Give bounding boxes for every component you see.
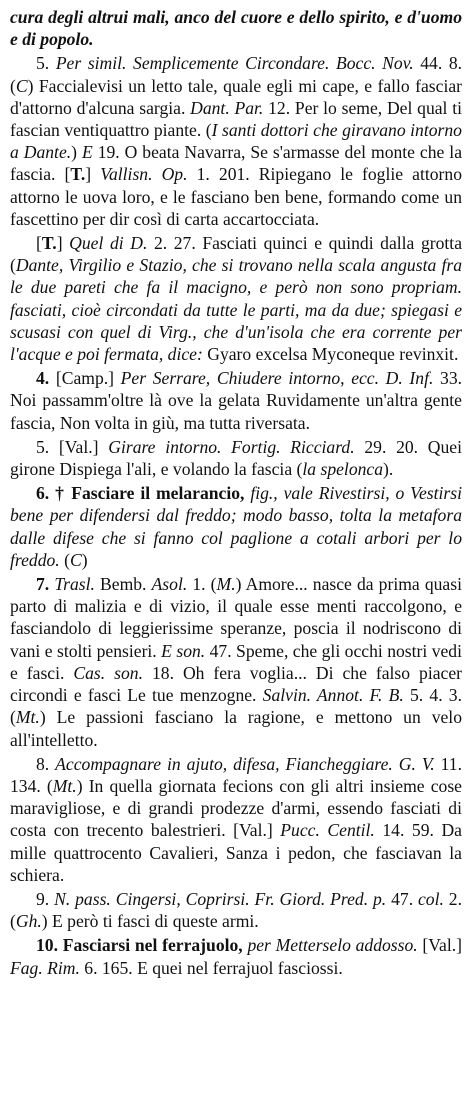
entry-text-segment: 6. † Fasciare il melarancio, (36, 483, 251, 504)
entry-text-segment: Mt. (52, 775, 77, 796)
entry-text-segment: Bemb. (94, 574, 152, 595)
entry-text-segment: 19. O beata Navarra, Se s'armasse del monte che la fascia. [ (10, 142, 463, 185)
entry-text-segment: 10. Fasciarsi nel ferrajuolo, (36, 935, 248, 956)
entry-text-segment: Trasl. (54, 574, 95, 595)
entry-text-segment: [ (36, 233, 42, 254)
entry-text-segment: ) In quella giornata fecions con gli altri insieme cose maravigliose, e di grandi prodezze d'armi, essendo fasciati di costa con trecento balestrieri. [Val.] (10, 775, 462, 841)
entry-text-segment: Quel di D. (69, 233, 148, 254)
entry-text-segment: 12. Per lo seme, Del qual ti fascian ventiquattro piante. ( (10, 97, 462, 141)
entry-text-segment: Per Serrare, Chiudere intorno, ecc. D. Inf. (120, 368, 434, 389)
entry-text-segment: fig., vale Rivestirsi, o Vestirsi bene per difendersi dal freddo; modo basso, tolta la metafora dalle difese che si fanno col paglione a cotali arbori per lo freddo. (10, 483, 462, 570)
entry-text-segment: Fag. Rim. (10, 957, 80, 978)
entry-text-segment: ) Amore... nasce da prima quasi parto di malizia e di vizio, il quale esse menti raccolgono, e fasciandolo di leggierissime speranze, poscia il nodriscono di vani e stolti pensieri. (10, 574, 462, 661)
entry-text-segment: ) Le passioni fasciano la ragione, e mettono un velo all'intelletto. (10, 707, 462, 750)
entry-text-segment: ] (85, 164, 101, 185)
entry-text-segment: 44. 8. ( (10, 53, 463, 96)
entry-text-segment: 6. 165. E quei nel ferrajuol fasciossi. (79, 957, 343, 978)
entry-text-segment: N. pass. Cingersi, Coprirsi. Fr. Giord. Pred. p. (54, 888, 387, 909)
dictionary-entry (10, 888, 462, 932)
entry-text-segment: Cas. son. (73, 662, 143, 683)
entry-text-segment: [Camp.] (55, 368, 121, 389)
entry-text-segment: 18. Oh fera voglia... Di che falso piacer circondi e fasci Le tue menzogne. (10, 662, 463, 706)
entry-text-segment: Dant. Par. (190, 97, 264, 118)
entry-text-segment: per Metterselo addosso. (247, 935, 418, 956)
entry-text-segment: Pucc. Centil. (280, 820, 375, 841)
entry-text-segment: 47. Speme, che gli occhi nostri vedi e fasci. (10, 640, 462, 683)
entry-text-segment: 2. 27. Fasciati quinci e quindi dalla grotta ( (10, 233, 462, 276)
entry-text-segment: 2. ( (10, 888, 462, 932)
entry-text-segment: ] (56, 233, 70, 254)
entry-text-segment: ) (81, 549, 88, 570)
dictionary-entry (10, 482, 462, 571)
entry-text-segment: T. (70, 164, 86, 185)
entry-text-segment: 33. Noi passamm'oltre là ove la gelata Ruvidamente un'altra gente fascia, Non volta in giù, ma tutta riversata. (10, 368, 463, 433)
entry-text-segment: 11. 134. ( (10, 753, 462, 796)
entry-text-segment: Gyaro excelsa Myconeque revinxit. (202, 344, 459, 365)
dictionary-entry (10, 6, 462, 50)
entry-text-segment: Girare intorno. Fortig. Ricciard. (108, 436, 355, 457)
dictionary-entry (10, 367, 462, 434)
entry-text-segment: Dante, Virgilio e Stazio, che si trovano nella scala angusta fra le due pareti che fa il macigno, e però non sono propriam. fasciati, cioè circondati da tutte le parti, ma da due; spiegasi e scusasi con quel di Virg., che d'un'isola che era corrente per l'acque e poi fermata, dice: (10, 255, 462, 365)
dictionary-entry (10, 753, 462, 886)
entry-text-segment: ( (59, 549, 70, 570)
dictionary-entry (10, 52, 462, 230)
entry-text-segment: M. (216, 574, 236, 595)
entry-text-segment: 7. (36, 574, 55, 595)
entry-text-segment: ) (71, 142, 82, 163)
entry-text-segment: 5. [Val.] (36, 436, 109, 457)
dictionary-entry (10, 436, 462, 480)
entry-text-segment: ) E però ti fasci di queste armi. (41, 911, 259, 932)
entry-text-segment: E (81, 142, 93, 163)
entry-text-segment: col. (418, 888, 444, 909)
entry-text-segment: Gh. (15, 911, 42, 932)
entry-text-segment: 47. (386, 888, 418, 909)
entry-text-segment: Salvin. Annot. F. B. (262, 685, 404, 706)
entry-list (10, 6, 462, 979)
entry-text-segment: I santi dottori che giravano intorno a Dante. (10, 120, 462, 163)
entry-text-segment: 5. 4. 3. ( (10, 685, 462, 728)
entry-text-segment: 1. ( (187, 574, 217, 595)
entry-text-segment: la spelonca (302, 459, 384, 480)
entry-text-segment: Asol. (151, 574, 188, 595)
entry-text-segment: ) Faccialevisi un letto tale, quale egli mi cape, e fallo fasciar d'attorno d'alcuna sargia. (10, 75, 462, 118)
entry-text-segment: 1. 201. Ripiegano le foglie attorno attorno le uova loro, e le fasciano ben bene, formando come un fascettino per dir così di carta accartocciata. (10, 164, 462, 229)
entry-text-segment: 29. 20. Quei girone Dispiega l'ali, e volando la fascia ( (10, 436, 463, 480)
entry-text-segment: 14. 59. Da mille quattrocento Cavalieri, Sanza i pedon, che fasciavan la schiera. (10, 820, 462, 885)
entry-text-segment: C (69, 549, 82, 570)
entry-text-segment: ). (383, 459, 394, 480)
entry-text-segment: 8. (36, 753, 56, 774)
dictionary-entry (10, 573, 462, 751)
dictionary-entry (10, 934, 462, 978)
entry-text-segment: 4. (36, 368, 56, 389)
entry-text-segment: Per simil. Semplicemente Circondare. Bocc. Nov. (55, 53, 414, 74)
entry-text-segment: E son. (161, 640, 206, 661)
dictionary-entry (10, 232, 462, 365)
entry-text-segment: Accompagnare in ajuto, difesa, Fiancheggiare. G. V. (55, 753, 435, 774)
entry-text-segment: Vallisn. Op. (100, 164, 188, 185)
entry-text-segment: Mt. (15, 707, 40, 728)
entry-text-segment: [Val.] (417, 935, 462, 956)
entry-text-segment: C (15, 75, 28, 96)
entry-text-segment: 5. (36, 53, 56, 74)
entry-text-segment: 9. (36, 888, 55, 909)
entry-text-segment: T. (41, 233, 57, 254)
entry-text-segment: cura degli altrui mali, anco del cuore e dello spirito, e d'uomo e di popolo. (10, 7, 462, 50)
